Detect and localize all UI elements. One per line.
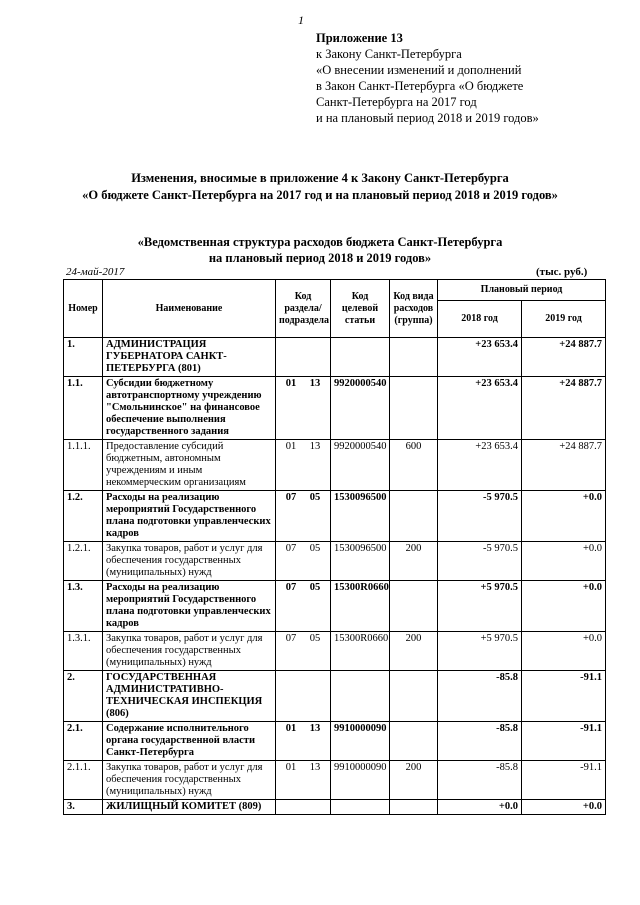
row-section-code	[276, 377, 331, 440]
row-number: 1.1.1.	[64, 440, 103, 491]
row-value-2018: +23 653.4	[438, 338, 522, 377]
row-value-2018: +5 970.5	[438, 581, 522, 632]
row-name: АДМИНИСТРАЦИЯ ГУБЕРНАТОРА САНКТ-ПЕТЕРБУРГА (801)	[103, 338, 276, 377]
row-expense-code	[390, 671, 438, 722]
appendix-block	[316, 30, 539, 126]
changes-title-line2: «О бюджете Санкт-Петербурга на 2017 год и на плановый период 2018 и 2019 годов»	[82, 188, 558, 202]
row-number: 1.	[64, 338, 103, 377]
row-value-2019: -91.1	[522, 761, 606, 800]
table-row	[64, 542, 606, 581]
row-target-code: 15300R0660	[331, 632, 390, 671]
table-row	[64, 491, 606, 542]
row-name: Предоставление субсидий бюджетным, автономным учреждениям и иным некоммерческим организациям	[103, 440, 276, 491]
row-target-code	[331, 338, 390, 377]
row-value-2019: +24 887.7	[522, 440, 606, 491]
row-value-2019: +0.0	[522, 581, 606, 632]
appendix-line: и на плановый период 2018 и 2019 годов»	[316, 111, 539, 125]
row-name: Закупка товаров, работ и услуг для обеспечения государственных (муниципальных) нужд	[103, 632, 276, 671]
row-subsection: 05	[309, 582, 321, 593]
row-section-code	[276, 542, 331, 581]
appendix-line: в Закон Санкт-Петербурга «О бюджете	[316, 79, 524, 93]
row-number: 1.1.	[64, 377, 103, 440]
row-target-code: 1530096500	[331, 491, 390, 542]
row-value-2018: -5 970.5	[438, 491, 522, 542]
appendix-title: Приложение 13	[316, 31, 403, 45]
row-section-code	[276, 761, 331, 800]
row-value-2018: +23 653.4	[438, 377, 522, 440]
row-name: Закупка товаров, работ и услуг для обеспечения государственных (муниципальных) нужд	[103, 761, 276, 800]
row-value-2019: -91.1	[522, 722, 606, 761]
row-value-2018: -5 970.5	[438, 542, 522, 581]
row-name: Расходы на реализацию мероприятий Государственного плана подготовки управленческих кадров	[103, 581, 276, 632]
row-number: 1.2.1.	[64, 542, 103, 581]
row-number: 2.	[64, 671, 103, 722]
row-name: Закупка товаров, работ и услуг для обеспечения государственных (муниципальных) нужд	[103, 542, 276, 581]
table-row	[64, 761, 606, 800]
row-section: 01	[285, 441, 297, 452]
appendix-line: Санкт-Петербурга на 2017 год	[316, 95, 477, 109]
row-expense-code	[390, 377, 438, 440]
row-number: 2.1.	[64, 722, 103, 761]
structure-title	[0, 234, 640, 266]
row-name: Содержание исполнительного органа государственной власти Санкт-Петербурга	[103, 722, 276, 761]
row-subsection: 13	[309, 378, 321, 389]
header-year-2018: 2018 год	[438, 301, 522, 338]
units-label: (тыс. руб.)	[536, 266, 588, 278]
row-value-2019: +24 887.7	[522, 338, 606, 377]
row-name: ЖИЛИЩНЫЙ КОМИТЕТ (809)	[103, 800, 276, 815]
appendix-line: к Закону Санкт-Петербурга	[316, 47, 462, 61]
row-value-2019: +0.0	[522, 800, 606, 815]
row-subsection: 13	[309, 441, 321, 452]
row-value-2019: +0.0	[522, 542, 606, 581]
row-section-code	[276, 671, 331, 722]
table-row	[64, 671, 606, 722]
header-expense-code: Код вида расходов (группа)	[390, 280, 438, 338]
changes-title	[0, 170, 640, 204]
row-expense-code	[390, 722, 438, 761]
row-section: 01	[285, 762, 297, 773]
row-number: 1.2.	[64, 491, 103, 542]
appendix-line: «О внесении изменений и дополнений	[316, 63, 522, 77]
table-body	[64, 338, 606, 815]
row-value-2018: +23 653.4	[438, 440, 522, 491]
row-expense-code: 200	[390, 542, 438, 581]
row-number: 2.1.1.	[64, 761, 103, 800]
row-target-code: 1530096500	[331, 542, 390, 581]
row-target-code: 9910000090	[331, 761, 390, 800]
row-subsection: 05	[309, 633, 321, 644]
row-section-code	[276, 632, 331, 671]
row-section-code	[276, 440, 331, 491]
row-name: ГОСУДАРСТВЕННАЯ АДМИНИСТРАТИВНО-ТЕХНИЧЕСКАЯ ИНСПЕКЦИЯ (806)	[103, 671, 276, 722]
table-row	[64, 632, 606, 671]
table-row	[64, 800, 606, 815]
row-section: 01	[285, 723, 297, 734]
row-target-code	[331, 800, 390, 815]
page-number: 1	[298, 13, 304, 27]
header-number: Номер	[64, 280, 103, 338]
row-expense-code	[390, 800, 438, 815]
row-expense-code	[390, 491, 438, 542]
row-section-code	[276, 338, 331, 377]
header-plan-period: Плановый период	[438, 280, 606, 301]
header-section-code: Код раздела/ подраздела	[276, 280, 331, 338]
document-date: 24-май-2017	[66, 266, 125, 278]
table-row	[64, 377, 606, 440]
header-name: Наименование	[103, 280, 276, 338]
row-expense-code: 200	[390, 761, 438, 800]
row-expense-code	[390, 581, 438, 632]
structure-title-line2: на плановый период 2018 и 2019 годов»	[208, 251, 432, 265]
row-section-code	[276, 800, 331, 815]
header-year-2019: 2019 год	[522, 301, 606, 338]
row-target-code: 9920000540	[331, 377, 390, 440]
row-expense-code	[390, 338, 438, 377]
table-row	[64, 338, 606, 377]
row-value-2019: -91.1	[522, 671, 606, 722]
row-subsection: 05	[309, 543, 321, 554]
structure-title-line1: «Ведомственная структура расходов бюджета Санкт-Петербурга	[137, 235, 503, 249]
row-section-code	[276, 581, 331, 632]
header-target-code: Код целевой статьи	[331, 280, 390, 338]
row-number: 1.3.1.	[64, 632, 103, 671]
row-value-2019: +24 887.7	[522, 377, 606, 440]
row-expense-code: 600	[390, 440, 438, 491]
row-section-code	[276, 722, 331, 761]
budget-table	[63, 279, 606, 815]
row-target-code: 9920000540	[331, 440, 390, 491]
row-section: 07	[285, 543, 297, 554]
row-value-2018: -85.8	[438, 761, 522, 800]
row-value-2019: +0.0	[522, 491, 606, 542]
table-row	[64, 440, 606, 491]
row-name: Расходы на реализацию мероприятий Государственного плана подготовки управленческих кадров	[103, 491, 276, 542]
table-row	[64, 722, 606, 761]
row-target-code: 15300R0660	[331, 581, 390, 632]
row-section-code	[276, 491, 331, 542]
table-header-row	[64, 280, 606, 301]
row-subsection: 13	[309, 762, 321, 773]
row-target-code: 9910000090	[331, 722, 390, 761]
row-name: Субсидии бюджетному автотранспортному учреждению "Смольнинское" на финансовое обеспечение выполнения государственного задания	[103, 377, 276, 440]
row-value-2018: +5 970.5	[438, 632, 522, 671]
row-value-2018: +0.0	[438, 800, 522, 815]
row-expense-code: 200	[390, 632, 438, 671]
row-number: 3.	[64, 800, 103, 815]
row-value-2018: -85.8	[438, 722, 522, 761]
row-value-2018: -85.8	[438, 671, 522, 722]
table-row	[64, 581, 606, 632]
row-value-2019: +0.0	[522, 632, 606, 671]
changes-title-line1: Изменения, вносимые в приложение 4 к Закону Санкт-Петербурга	[131, 171, 509, 185]
row-section: 01	[285, 378, 297, 389]
row-subsection: 13	[309, 723, 321, 734]
row-section: 07	[285, 492, 297, 503]
row-target-code	[331, 671, 390, 722]
row-section: 07	[285, 633, 297, 644]
row-section: 07	[285, 582, 297, 593]
row-subsection: 05	[309, 492, 321, 503]
row-number: 1.3.	[64, 581, 103, 632]
